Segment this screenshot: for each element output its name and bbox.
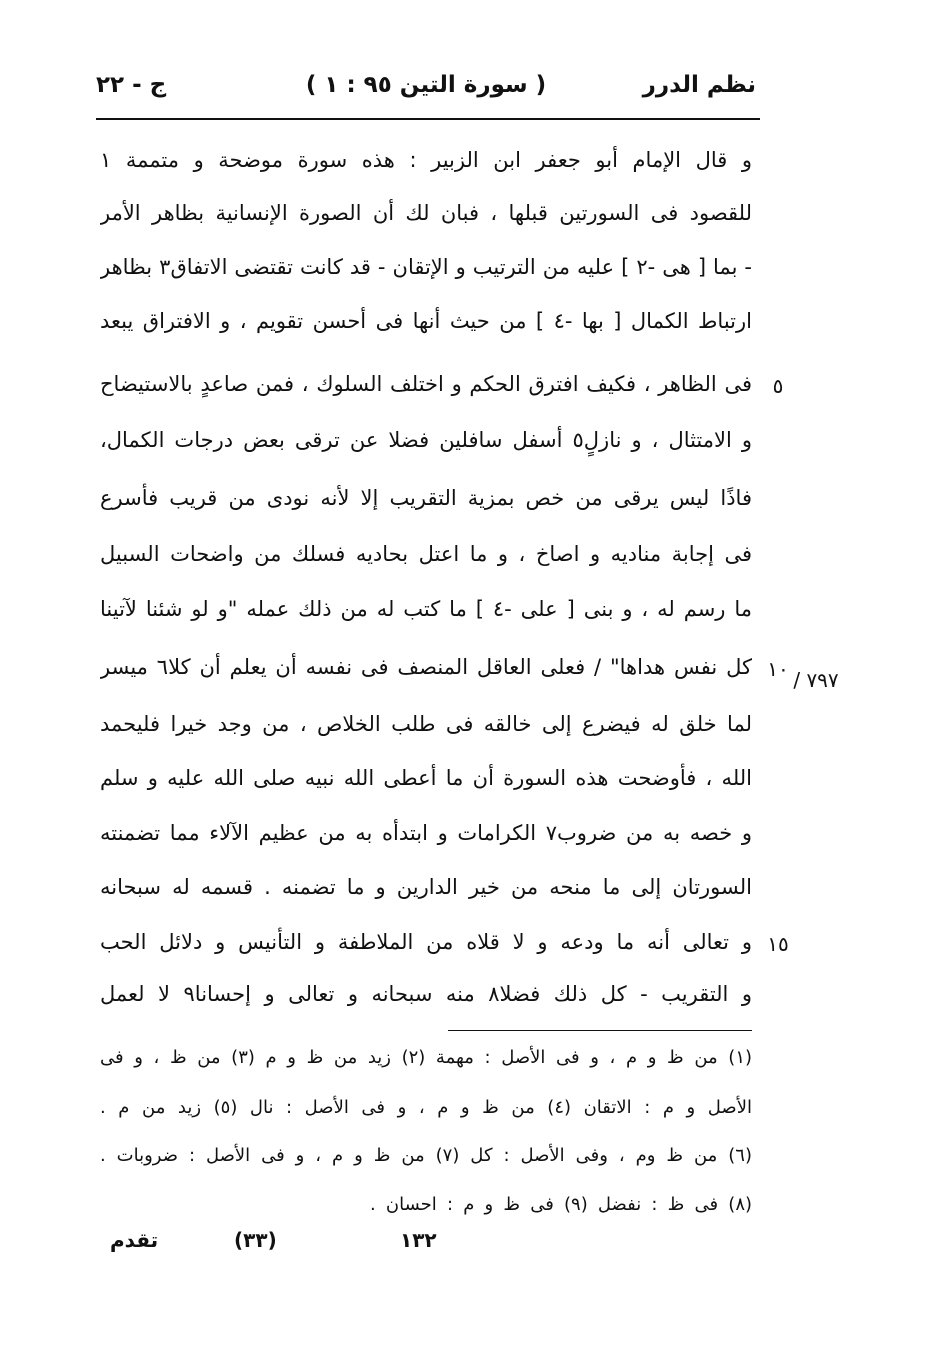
running-header	[96, 66, 756, 110]
body-line: ما رسم له ، و بنى [ على -٤ ] ما كتب له من ذلك عمله "و لو شئنا لآتينا	[100, 597, 752, 621]
footnote-line: (١) من ظ و م ، و فى الأصل : مهمة (٢) زيد من ظ و م (٣) من ظ ، و فى	[100, 1047, 752, 1068]
volume-number: ج - ٢٢	[96, 72, 167, 98]
book-title: نظم الدرر	[642, 72, 756, 98]
sura-reference: ( سورة التين ٩٥ : ١ )	[305, 72, 547, 98]
body-line: السورتان إلى ما منحه من خير الدارين و ما تضمنه . قسمه له سبحانه	[100, 875, 752, 899]
body-line: للقصود فى السورتين قبلها ، فبان لك أن الصورة الإنسانية بظاهر الأمر	[100, 201, 752, 225]
footnote-line: (٨) فى ظ : نفضل (٩) فى ظ و م : احسان .	[370, 1194, 752, 1215]
line-number-10: ١٠	[767, 657, 789, 681]
body-line: فى إجابة مناديه و اصاخ ، و ما اعتل بحاديه فسلك من واضحات السبيل	[100, 542, 752, 566]
body-line: و التقريب - كل ذلك فضلا٨ منه سبحانه و تعالى و إحسانا٩ لا لعمل	[100, 982, 752, 1006]
catchword: تقدم	[110, 1228, 159, 1252]
signature-mark: (٣٣)	[234, 1228, 277, 1252]
line-number-5: ٥	[772, 374, 784, 398]
body-line: فى الظاهر ، فكيف افترق الحكم و اختلف السلوك ، فمن صاعدٍ بالاستيضاح	[100, 372, 752, 396]
body-line: لما خلق له فيضرع إلى خالقه فى طلب الخلاص ، من وجد خيرا فليحمد	[100, 712, 752, 736]
footnote-divider	[448, 1030, 752, 1031]
footnote-line: (٦) من ظ وم ، وفى الأصل : كل (٧) من ظ و م ، و فى الأصل : ضروبات .	[100, 1145, 752, 1166]
margin-page-reference: ٧٩٧ /	[793, 668, 839, 692]
page-footer	[110, 1228, 470, 1262]
body-line: ارتباط الكمال [ بها -٤ ] من حيث أنها فى أحسن تقويم ، و الافتراق يبعد	[100, 309, 752, 333]
header-divider	[96, 118, 760, 120]
body-line: فاذًا ليس يرقى من خص بمزية التقريب إلا لأنه نودى من قريب فأسرع	[100, 486, 752, 510]
body-line: و قال الإمام أبو جعفر ابن الزبير : هذه سورة موضحة و متممة ١	[100, 148, 752, 172]
body-line: الله ، فأوضحت هذه السورة أن ما أعطى الله نبيه صلى الله عليه و سلم	[100, 766, 752, 790]
body-line: - بما [ هى -٢ ] عليه من الترتيب و الإتقان - قد كانت تقتضى الاتفاق٣ بظاهر	[100, 255, 752, 279]
body-line: و الامتثال ، و نازلٍ٥ أسفل سافلين فضلا عن ترقى بعض درجات الكمال،	[100, 428, 752, 452]
line-number-15: ١٥	[767, 932, 789, 956]
body-line: كل نفس هداها" / فعلى العاقل المنصف فى نفسه أن يعلم أن كلا٦ ميسر	[100, 655, 752, 679]
body-line: و خصه به من ضروب٧ الكرامات و ابتدأه به من عظيم الآلاء مما تضمنته	[100, 821, 752, 845]
page-number: ١٣٢	[400, 1228, 437, 1252]
footnote-line: الأصل و م : الاتقان (٤) من ظ و م ، و فى الأصل : نال (٥) زيد من م .	[100, 1097, 752, 1118]
body-line: و تعالى أنه ما ودعه و لا قلاه من الملاطفة و التأنيس و دلائل الحب	[100, 930, 752, 954]
